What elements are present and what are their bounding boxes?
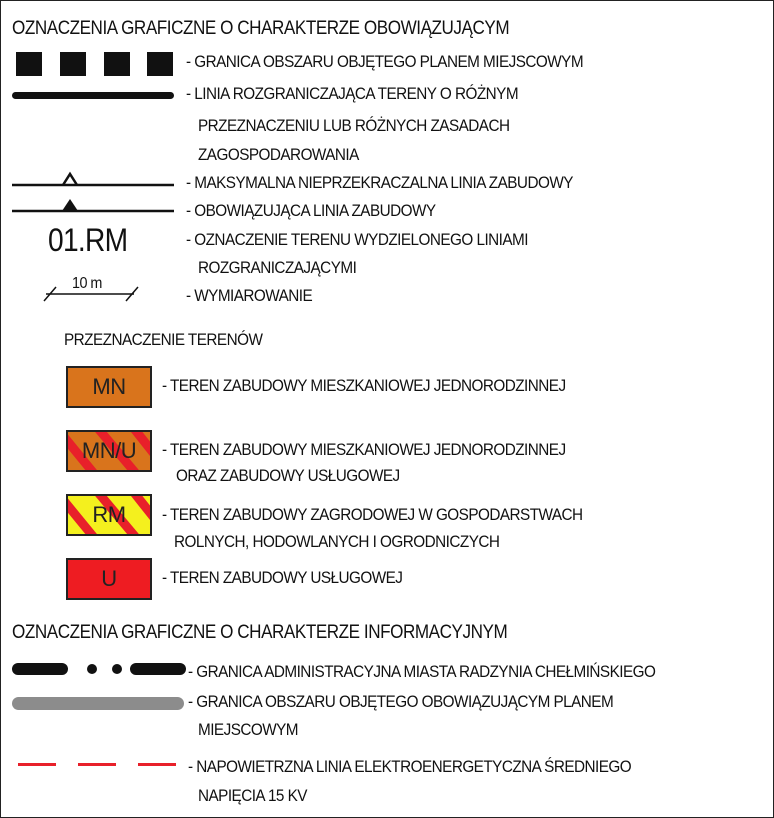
legend-power-line-1: - NAPOWIETRZNA LINIA ELEKTROENERGETYCZNA ŚREDNIEGO xyxy=(188,757,632,776)
legend-area-code-2: ROZGRANICZAJĄCYMI xyxy=(198,258,357,277)
zone-swatch-rm xyxy=(66,494,152,536)
legend-existing-plan-2: MIEJSCOWYM xyxy=(198,720,298,739)
legend-area-code-1: - OZNACZENIE TERENU WYDZIELONEGO LINIAMI xyxy=(186,230,528,249)
obligatory-building-line-symbol xyxy=(12,196,176,220)
legend-max-building-line: - MAKSYMALNA NIEPRZEKRACZALNA LINIA ZABUDOWY xyxy=(186,173,573,192)
zone-code-rm: RM xyxy=(92,502,126,527)
legend-dimensioning: - WYMIAROWANIE xyxy=(186,286,313,305)
zone-swatch-mnu xyxy=(66,430,152,472)
zone-swatch-u xyxy=(66,558,152,600)
zone-desc-rm-2: ROLNYCH, HODOWLANYCH I OGRODNICZYCH xyxy=(174,532,500,551)
demarcation-line-symbol xyxy=(12,92,174,99)
admin-boundary-symbol xyxy=(12,663,184,675)
dimension-label: 10 m xyxy=(72,275,102,292)
zone-desc-u: - TEREN ZABUDOWY USŁUGOWEJ xyxy=(162,568,403,587)
binding-header: OZNACZENIA GRAFICZNE O CHARAKTERZE OBOWIĄZUJĄCYM xyxy=(12,18,510,39)
legend-demarcation-line-3: ZAGOSPODAROWANIA xyxy=(198,145,359,164)
existing-plan-boundary-symbol xyxy=(12,697,184,710)
legend-existing-plan-1: - GRANICA OBSZARU OBJĘTEGO OBOWIĄZUJĄCYM PLANEM xyxy=(188,692,614,711)
informational-header: OZNACZENIA GRAFICZNE O CHARAKTERZE INFORMACYJNYM xyxy=(12,622,508,643)
zoning-header: PRZEZNACZENIE TERENÓW xyxy=(64,330,263,349)
zone-code-mn: MN xyxy=(92,374,126,399)
max-building-line-symbol xyxy=(12,168,176,192)
zone-desc-rm-1: - TEREN ZABUDOWY ZAGRODOWEJ W GOSPODARSTWACH xyxy=(162,505,583,524)
area-code-symbol: 01.RM xyxy=(48,222,128,258)
zone-desc-mnu-2: ORAZ ZABUDOWY USŁUGOWEJ xyxy=(176,466,400,485)
zone-swatch-mn xyxy=(66,366,152,408)
legend-plan-boundary: - GRANICA OBSZARU OBJĘTEGO PLANEM MIEJSCOWYM xyxy=(186,52,584,71)
zone-desc-mn: - TEREN ZABUDOWY MIESZKANIOWEJ JEDNORODZINNEJ xyxy=(162,376,566,395)
legend-demarcation-line-1: - LINIA ROZGRANICZAJĄCA TERENY O RÓŻNYM xyxy=(186,84,519,103)
legend-obligatory-building-line: - OBOWIĄZUJĄCA LINIA ZABUDOWY xyxy=(186,201,436,220)
zone-code-mnu: MN/U xyxy=(81,438,137,463)
legend-demarcation-line-2: PRZEZNACZENIU LUB RÓŻNYCH ZASADACH xyxy=(198,116,510,135)
power-line-symbol xyxy=(18,763,178,766)
legend-admin-boundary: - GRANICA ADMINISTRACYJNA MIASTA RADZYNIA CHEŁMIŃSKIEGO xyxy=(188,662,656,681)
legend-power-line-2: NAPIĘCIA 15 KV xyxy=(198,786,307,805)
zone-desc-mnu-1: - TEREN ZABUDOWY MIESZKANIOWEJ JEDNORODZINNEJ xyxy=(162,440,566,459)
zone-code-u: U xyxy=(101,566,117,591)
